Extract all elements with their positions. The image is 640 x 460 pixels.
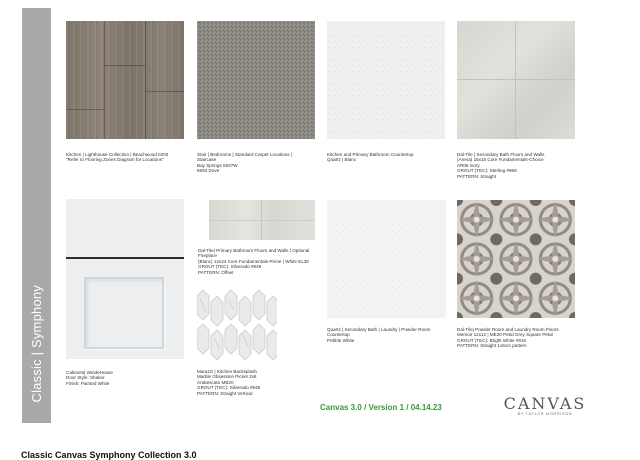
caption-line: PATTERN: Straight 1x6cm pattern — [457, 343, 527, 349]
petal-tile-pattern — [457, 200, 575, 318]
document-title: Classic Canvas Symphony Collection 3.0 — [21, 450, 197, 460]
caption-line: GROUT (TEC): Silverado #949 — [197, 385, 261, 391]
caption-line: Kitchen and Primary Bathroom Countertop — [327, 152, 414, 157]
flooring-wood-swatch — [66, 21, 184, 139]
caption-line: Fireplace — [198, 253, 217, 259]
quartz-texture — [327, 200, 446, 318]
bath-floor-swatch — [457, 21, 575, 139]
sidebar-label-wrap — [22, 8, 51, 423]
kitchen-countertop-caption — [327, 152, 457, 163]
flooring-wood-caption — [66, 152, 196, 163]
caption-line: "Refer to Flooring Zones Diagram for Locations" — [66, 157, 164, 163]
caption-line: AR06 Ivory — [457, 162, 480, 168]
quartz-texture — [327, 21, 445, 139]
logo-subtitle: BY TAYLOR MORRISON — [517, 412, 573, 416]
caption-line: PATTERN: Straight — [457, 173, 497, 179]
secondary-countertop-swatch — [327, 200, 446, 318]
caption-line: Kitchen | Lighthouse Collection | Beachwood 0200 — [66, 152, 169, 157]
caption-line: Marble Obsession Picket 2x6 — [197, 374, 257, 380]
cabinet-caption — [66, 370, 196, 386]
backsplash-caption — [197, 369, 327, 396]
caption-line: Stair | Bedrooms | Standard Carpet Locations | — [197, 152, 292, 157]
caption-line: GROUT (TEC): Sterling #969 — [457, 168, 517, 174]
caption-line: 6993 Dove — [197, 168, 220, 174]
caption-line: PATTERN: Offset — [198, 269, 234, 275]
caption-line: GROUT (TEC): Bright White #910 — [457, 337, 527, 343]
secondary-countertop-caption — [327, 327, 457, 343]
fireplace-tile-caption — [198, 248, 328, 275]
caption-line: Marazzi | Kitchen Backsplash — [197, 369, 257, 374]
caption-line: Pebble White — [327, 337, 355, 343]
caption-line: Dal-Tile| Primary Bathroom Floors and Walls | Optional — [198, 248, 310, 253]
bath-floor-caption — [457, 152, 587, 179]
backsplash-swatch — [197, 286, 277, 364]
caption-line: Door Style: Shaker — [66, 375, 105, 381]
caption-line: Staircase — [197, 157, 217, 163]
carpet-swatch — [197, 21, 315, 139]
powder-room-floor-caption — [457, 327, 587, 349]
fireplace-tile-swatch — [209, 200, 315, 240]
caption-line: Arabescato MB20 — [197, 379, 234, 385]
caption-line: PATTERN: Straight Vertical — [197, 390, 253, 396]
logo-word: CANVAS — [503, 394, 587, 413]
picket-tile-pattern — [197, 286, 277, 364]
caption-line: Quartz | Secondary Bath | Laundry | Powder Room — [327, 327, 431, 332]
canvas-logo — [500, 394, 590, 416]
caption-line: GROUT (TEC): Silverado #949 — [198, 264, 262, 270]
powder-room-floor-swatch — [457, 200, 575, 318]
sidebar-label: Classic | Symphony — [29, 285, 44, 403]
caption-line: Quartz | Blanc — [327, 157, 357, 163]
caption-line: Memoir 12x12 | ME20 Petal Grey Square Petal — [457, 332, 553, 338]
caption-line: Finish: Painted White — [66, 380, 110, 386]
kitchen-countertop-swatch — [327, 21, 445, 139]
cabinet-panel — [84, 277, 164, 349]
caption-line: (Arena) 15x15 Core Fundamentals-Choice — [457, 157, 544, 163]
cabinet-swatch — [66, 199, 184, 359]
caption-line: (Blanc) 12x24 Core Fundamentals-Prime | White EL30 — [198, 258, 309, 264]
caption-line: Dal-Tile | Secondary Bath Floors and Walls — [457, 152, 545, 157]
caption-line: Dal-Tile| Powder Room and Laundry Room Floors — [457, 327, 559, 332]
version-text: Canvas 3.0 / Version 1 / 04.14.23 — [320, 403, 442, 412]
carpet-caption — [197, 152, 327, 174]
caption-line: Countertop — [327, 332, 350, 338]
caption-line: Cabinets| WindeHouse — [66, 370, 113, 375]
carpet-texture — [197, 21, 315, 139]
cabinet-gap — [66, 257, 184, 259]
caption-line: Bay Springs 5937W — [197, 162, 238, 168]
